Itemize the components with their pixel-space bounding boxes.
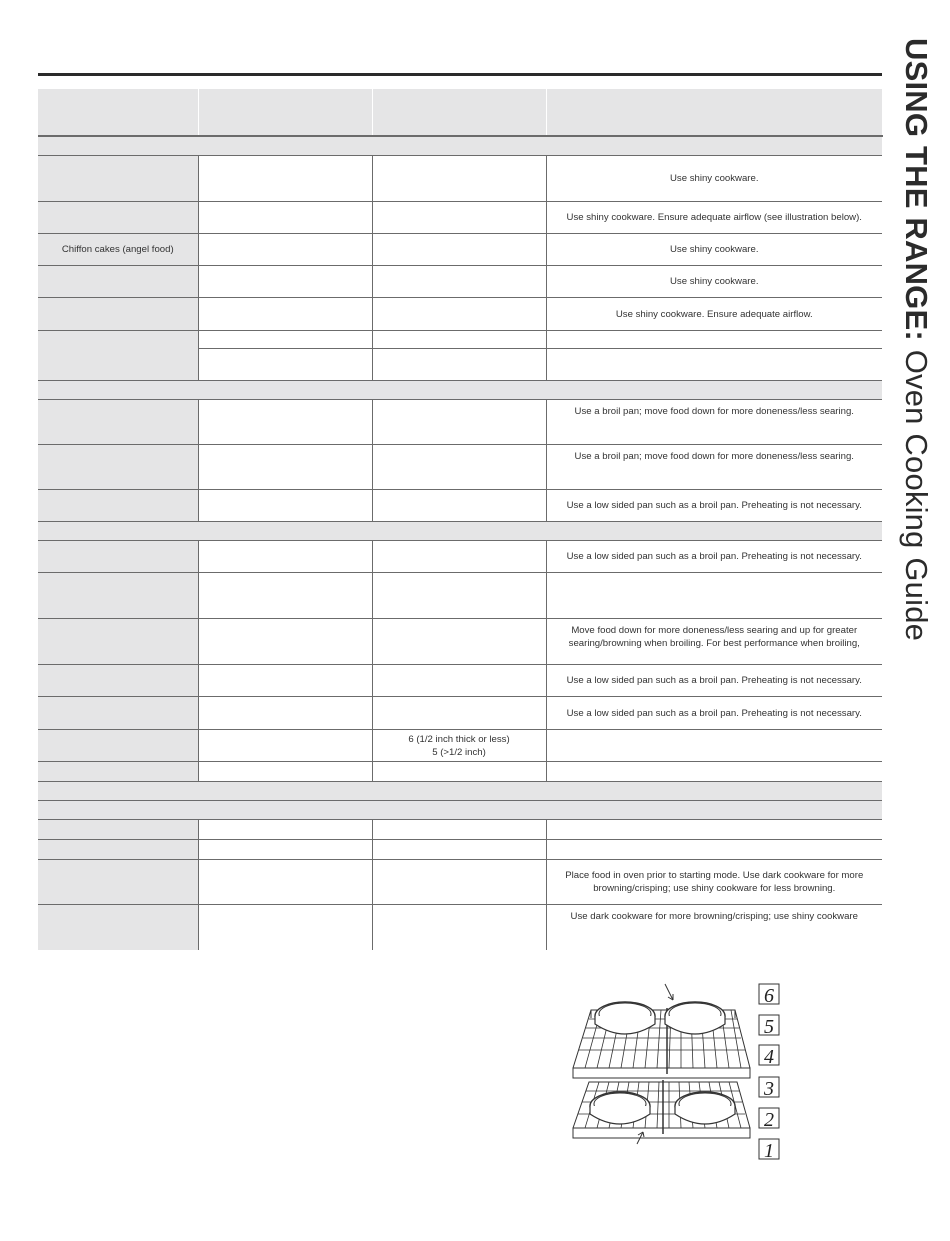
table-cell	[38, 156, 198, 202]
table-cell	[372, 202, 546, 234]
table-row	[38, 202, 882, 234]
table-cell	[38, 573, 198, 619]
tips-cell: Use shiny cookware.	[546, 156, 882, 202]
table-cell	[372, 331, 546, 349]
header-cell	[198, 89, 372, 136]
table-cell	[38, 400, 198, 445]
table-cell	[372, 156, 546, 202]
tips-cell	[546, 573, 882, 619]
section-cell	[38, 381, 882, 400]
table-row	[38, 665, 882, 697]
table-cell	[198, 400, 372, 445]
table-cell	[198, 349, 372, 381]
table-cell	[38, 820, 198, 840]
table-section-row	[38, 381, 882, 400]
tips-cell: Use shiny cookware. Ensure adequate airflow (see illustration below).	[546, 202, 882, 234]
table-cell	[38, 860, 198, 905]
table-cell	[38, 665, 198, 697]
rack-label-6: 6	[764, 985, 774, 1007]
section-cell	[38, 136, 882, 156]
table-cell	[372, 762, 546, 782]
tips-cell: Move food down for more doneness/less searing and up for greater searing/browning when broiling. For best performance when broiling,	[546, 619, 882, 665]
table-row	[38, 619, 882, 665]
table-cell	[198, 298, 372, 331]
rack-label-4: 4	[764, 1046, 774, 1068]
table-section-row	[38, 801, 882, 820]
tips-cell: Use shiny cookware.	[546, 266, 882, 298]
table-cell	[38, 331, 198, 381]
table-section-row	[38, 522, 882, 541]
cooking-guide-table	[38, 89, 883, 950]
tips-cell: Use a low sided pan such as a broil pan. Preheating is not necessary.	[546, 665, 882, 697]
table-cell	[372, 349, 546, 381]
rack-label-5: 5	[764, 1016, 774, 1038]
table-cell	[372, 820, 546, 840]
section-cell	[38, 801, 882, 820]
table-cell: Chiffon cakes (angel food)	[38, 234, 198, 266]
table-row	[38, 573, 882, 619]
table-cell	[38, 762, 198, 782]
table-cell	[372, 298, 546, 331]
table-cell	[38, 619, 198, 665]
tips-cell: Use a broil pan; move food down for more doneness/less searing.	[546, 445, 882, 490]
tips-cell	[546, 349, 882, 381]
table-cell	[198, 665, 372, 697]
table-row	[38, 697, 882, 730]
side-title-bold: USING THE RANGE:	[899, 38, 934, 341]
table-row	[38, 762, 882, 782]
side-title	[896, 38, 936, 678]
table-cell	[198, 202, 372, 234]
rack-label-2: 2	[764, 1109, 774, 1131]
table-cell	[372, 860, 546, 905]
table-cell	[38, 541, 198, 573]
table-row	[38, 541, 882, 573]
side-title-subtitle: Oven Cooking Guide	[899, 340, 934, 642]
rack-label-3: 3	[764, 1078, 774, 1100]
tips-cell	[546, 820, 882, 840]
table-section-row	[38, 782, 882, 801]
table-cell	[198, 820, 372, 840]
tips-cell: Use a low sided pan such as a broil pan. Preheating is not necessary.	[546, 697, 882, 730]
table-cell	[372, 266, 546, 298]
header-cell	[372, 89, 546, 136]
header-cell	[546, 89, 882, 136]
table-cell	[198, 234, 372, 266]
table-cell	[198, 730, 372, 762]
table-cell	[198, 905, 372, 950]
tips-cell	[546, 331, 882, 349]
table-row	[38, 905, 882, 950]
tips-cell: Use shiny cookware. Ensure adequate airflow.	[546, 298, 882, 331]
tips-cell: Use dark cookware for more browning/crisping; use shiny cookware	[570, 911, 858, 922]
table-cell	[198, 697, 372, 730]
table-cell	[198, 490, 372, 522]
table-cell	[38, 905, 198, 950]
tips-cell	[546, 840, 882, 860]
table-cell	[372, 840, 546, 860]
table-cell: 6 (1/2 inch thick or less) 5 (>1/2 inch)	[372, 730, 546, 762]
table-cell	[372, 697, 546, 730]
table-header-row	[38, 89, 882, 136]
table-cell	[38, 445, 198, 490]
table-row	[38, 266, 882, 298]
table-cell	[372, 490, 546, 522]
table-cell	[198, 840, 372, 860]
table-cell	[198, 619, 372, 665]
table-cell	[198, 266, 372, 298]
table-cell	[198, 331, 372, 349]
table-cell	[198, 445, 372, 490]
table-cell	[372, 400, 546, 445]
tips-cell: Use shiny cookware.	[546, 234, 882, 266]
table-cell	[198, 762, 372, 782]
tips-cell	[546, 762, 882, 782]
rack-position-illustration	[565, 978, 785, 1168]
top-rule	[38, 73, 882, 76]
table-row	[38, 840, 882, 860]
table-row	[38, 331, 882, 349]
table-body	[38, 136, 882, 950]
table-row	[38, 234, 882, 266]
table-cell	[38, 202, 198, 234]
table-cell	[38, 697, 198, 730]
table-cell	[372, 619, 546, 665]
tips-cell: Use a low sided pan such as a broil pan. Preheating is not necessary.	[546, 541, 882, 573]
section-cell	[38, 522, 882, 541]
table-row	[38, 156, 882, 202]
table-row	[38, 445, 882, 490]
table-cell	[38, 490, 198, 522]
table-cell	[198, 573, 372, 619]
table-row	[38, 730, 882, 762]
table-cell	[38, 840, 198, 860]
rack-label-1: 1	[764, 1140, 774, 1162]
table-cell	[198, 860, 372, 905]
table-cell	[372, 905, 546, 950]
table-row	[38, 490, 882, 522]
table-cell	[372, 445, 546, 490]
table-row	[38, 400, 882, 445]
table-cell	[372, 573, 546, 619]
table-cell	[38, 298, 198, 331]
oven-racks-drawing	[565, 978, 785, 1168]
table-cell	[372, 541, 546, 573]
table-cell	[38, 730, 198, 762]
table-cell	[198, 156, 372, 202]
table-row	[38, 860, 882, 905]
section-cell	[38, 782, 882, 801]
tips-cell: Use a broil pan; move food down for more doneness/less searing.	[546, 400, 882, 445]
table-row	[38, 298, 882, 331]
tips-cell: Place food in oven prior to starting mode. Use dark cookware for more browning/crisping; use shiny cookware for less browning.	[546, 860, 882, 905]
table-row	[38, 820, 882, 840]
header-cell	[38, 89, 198, 136]
tips-cell: Use a low sided pan such as a broil pan. Preheating is not necessary.	[546, 490, 882, 522]
table-cell	[372, 665, 546, 697]
table-cell	[38, 266, 198, 298]
table-cell	[372, 234, 546, 266]
table-section-row	[38, 136, 882, 156]
table-cell	[198, 541, 372, 573]
tips-cell	[546, 730, 882, 762]
